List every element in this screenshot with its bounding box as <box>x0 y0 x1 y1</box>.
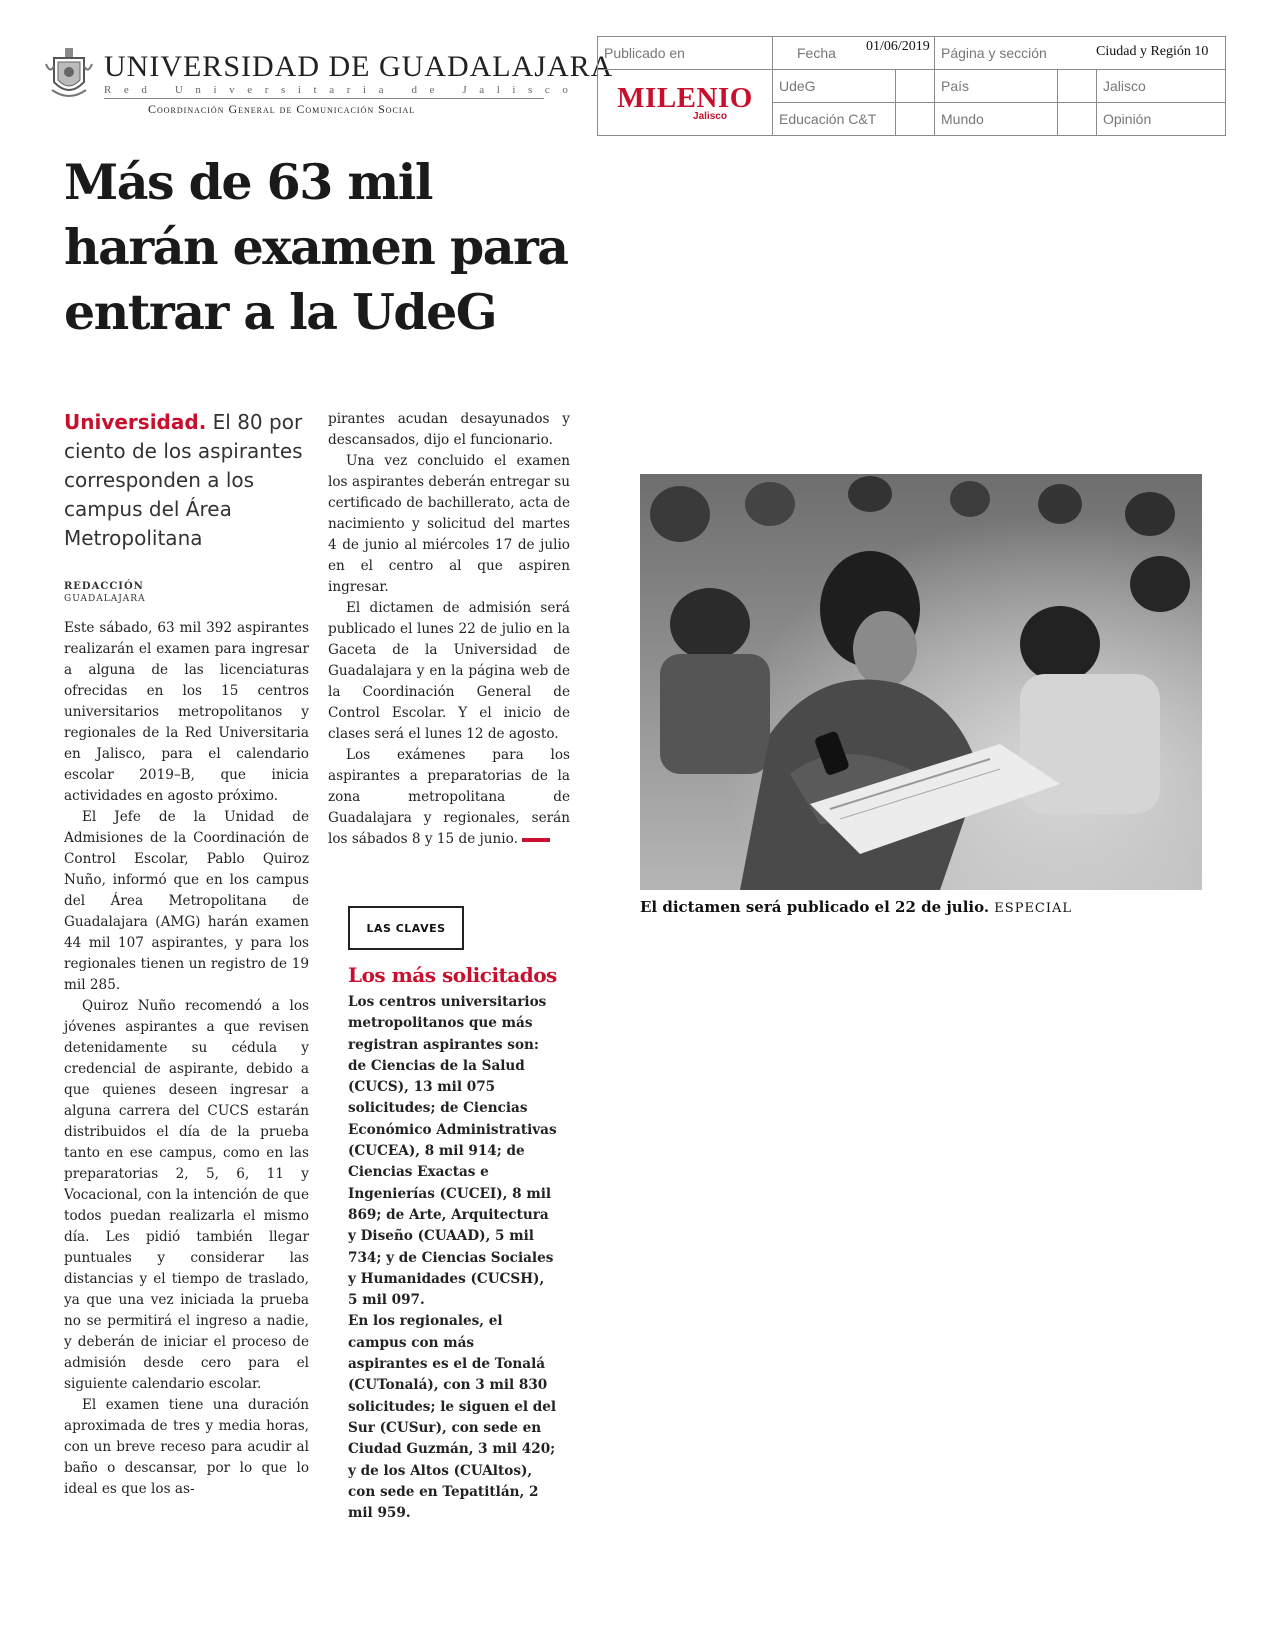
section-mundo: Mundo <box>935 103 1058 136</box>
headline-line: Más de 63 mil <box>64 153 432 211</box>
claves-body <box>348 992 558 1524</box>
header-divider <box>104 98 544 99</box>
section-mundo-check <box>1058 103 1097 136</box>
end-mark <box>522 838 550 842</box>
byline-location: GUADALAJARA <box>64 594 146 604</box>
headline-line: harán examen para <box>64 218 568 276</box>
article-kicker <box>64 408 319 553</box>
article-column-1 <box>64 618 309 1500</box>
headline-line: entrar a la UdeG <box>64 283 497 341</box>
publication-logo <box>598 70 773 136</box>
claves-paragraph: En los regionales, el campus con más aspirantes es el de Tonalá (CUTonalá), con 3 mil 830 solicitudes; le siguen el del Sur (CUSur), con sede en Ciudad Guzmán, 3 mil 420; y de los Altos (CUAltos), con sede en Tepatitlán, 2 mil 959. <box>348 1313 557 1522</box>
publication-name: MILENIO <box>617 81 753 114</box>
section-educacion-check <box>896 103 935 136</box>
kicker-text: El 80 por ciento de los aspirantes corresponden a los campus del Área Metropolitana <box>64 410 303 550</box>
section-pais-check <box>1058 70 1097 103</box>
paragraph: El dictamen de admisión será publicado el lunes 22 de julio en la Gaceta de la Universidad de Guadalajara y en la página web de la Coordinación General de Control Escolar. Y el inicio de clases será el lunes 12 de agosto. <box>328 600 570 742</box>
paragraph: El examen tiene una duración aproximada de tres y media horas, con un breve receso para acudir al baño o descansar, por lo que lo ideal es que los as- <box>64 1397 309 1497</box>
paragraph: Quiroz Nuño recomendó a los jóvenes aspirantes a que revisen detenidamente su cédula y credencial de aspirante, debido a que quienes deseen ingresar a alguna carrera del CUCS estarán distribuidos el día de la prueba tanto en ese campus, como en las preparatorias 2, 5, 6, 11 y Vocacional, con la intención de que todos puedan realizarla el mismo día. Les pidió también llegar puntuales y considerar las distancias y el tiempo de traslado, ya que una vez iniciada la prueba no se permitirá el ingreso a nadie, y deberán de iniciar el proceso de admisión desde cero para el siguiente calendario escolar. <box>64 998 309 1392</box>
caption-text: El dictamen será publicado el 22 de julio. <box>640 898 990 916</box>
pagina-value: Ciudad y Región 10 <box>1096 44 1209 59</box>
fecha-value: 01/06/2019 <box>866 39 930 54</box>
publication-region: Jalisco <box>693 110 727 122</box>
paragraph: pirantes acudan desayunados y descansados, dijo el funcionario. <box>328 411 570 448</box>
photo-credit: ESPECIAL <box>994 901 1073 916</box>
section-opinion: Opinión <box>1097 103 1226 136</box>
section-udeg: UdeG <box>773 70 896 103</box>
section-udeg-check <box>896 70 935 103</box>
claves-label: LAS CLAVES <box>348 906 464 950</box>
published-in-label: Publicado en <box>598 37 773 70</box>
photo-caption <box>640 898 1072 916</box>
article-photo <box>640 474 1202 890</box>
red-universitaria: Red Universitaria de Jalisco <box>104 84 581 96</box>
section-pais: País <box>935 70 1058 103</box>
claves-title: Los más solicitados <box>348 963 557 987</box>
university-name: UNIVERSIDAD DE GUADALAJARA <box>104 50 614 83</box>
kicker-keyword: Universidad. <box>64 410 207 434</box>
article-headline <box>64 150 584 345</box>
paragraph: El Jefe de la Unidad de Admisiones de la Coordinación de Control Escolar, Pablo Quiroz Nuño, informó que en los campus del Área Metropolitana de Guadalajara (AMG) harán examen 44 mil 107 aspirantes, y para los regionales tienen un registro de 19 mil 285. <box>64 809 309 993</box>
fecha-label: Fecha <box>773 37 935 70</box>
article-column-2 <box>328 409 570 850</box>
byline-author: REDACCIÓN <box>64 581 144 592</box>
coordinacion-label: Coordinación General de Comunicación Social <box>148 102 416 116</box>
university-seal-icon <box>44 44 94 104</box>
section-jalisco: Jalisco <box>1097 70 1226 103</box>
claves-paragraph: Los centros universitarios metropolitanos que más registran aspirantes son: de Ciencias de la Salud (CUCS), 13 mil 075 solicitudes; de Ciencias Económico Administrativas (CUCEA), 8 mil 914; de Ciencias Exactas e Ingenierías (CUCEI), 8 mil 869; de Arte, Arquitectura y Diseño (CUAAD), 5 mil 734; y de Ciencias Sociales y Humanidades (CUCSH), 5 mil 097. <box>348 994 557 1309</box>
section-educacion: Educación C&T <box>773 103 896 136</box>
paragraph: Una vez concluido el examen los aspirantes deberán entregar su certificado de bachillerato, acta de nacimiento y solicitud del martes 4 de junio al miércoles 17 de julio en el centro al que aspiren ingresar. <box>328 453 570 595</box>
pagina-label: Página y sección <box>935 37 1226 70</box>
byline <box>64 580 146 606</box>
paragraph-last: Los exámenes para los aspirantes a preparatorias de la zona metropolitana de Guadalajara y regionales, serán los sábados 8 y 15 de junio. <box>328 747 570 847</box>
paragraph: Este sábado, 63 mil 392 aspirantes realizarán el examen para ingresar a alguna de las licenciaturas ofrecidas en los 15 centros universitarios metropolitanos y regionales de la Red Universitaria en Jalisco, para el calendario escolar 2019–B, que inicia actividades en agosto próximo. <box>64 620 309 804</box>
